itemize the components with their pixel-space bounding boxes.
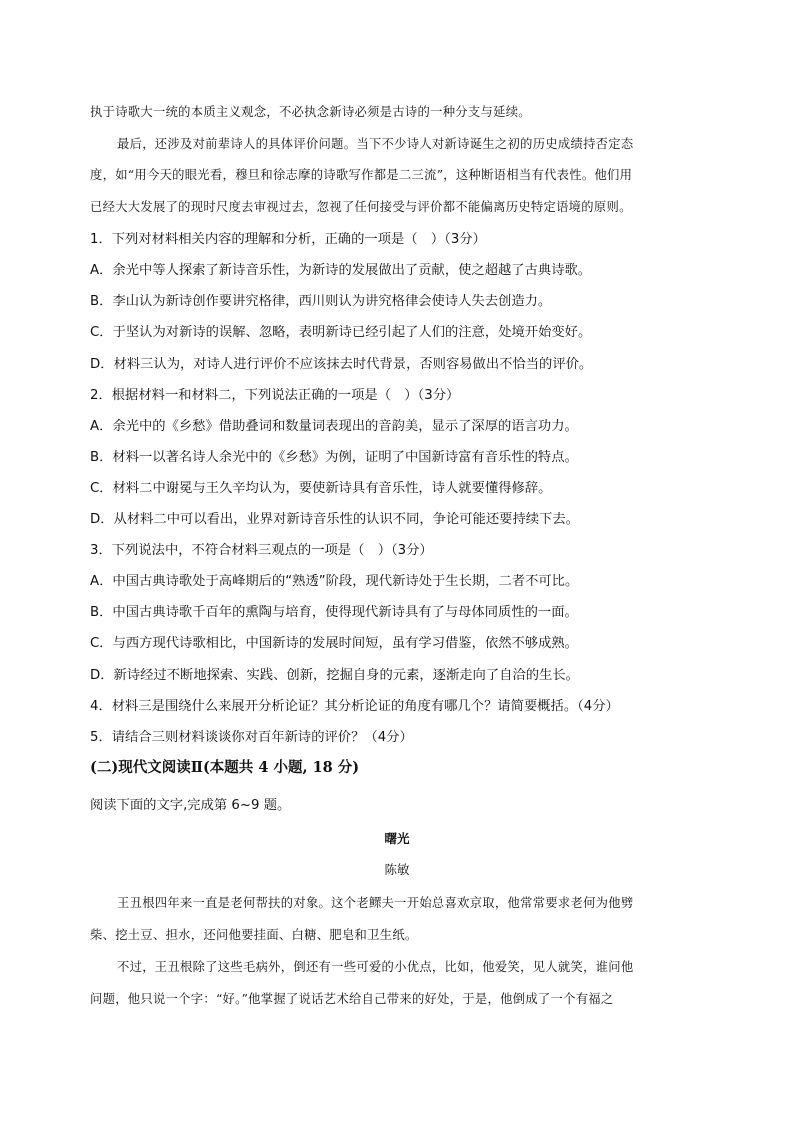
passage-line: 已经大大发展了的现时尺度去审视过去，忽视了任何接受与评价都不能偏离历史特定语境的原则。: [90, 200, 632, 214]
question-option: C．于坚认为对新诗的误解、忽略，表明新诗已经引起了人们的注意，处境开始变好。: [90, 325, 592, 340]
question-option: D．从材料二中可以看出，业界对新诗音乐性的认识不同，争论可能还要持续下去。: [90, 512, 579, 527]
story-line: 王丑根四年来一直是老何帮扶的对象。这个老鳏夫一开始总喜欢京取，他常常要求老何为他劈: [117, 896, 634, 910]
question-option: D．材料三认为，对诗人进行评价不应该抹去时代背景，否则容易做出不恰当的评价。: [90, 357, 593, 372]
question-option: B．材料一以著名诗人余光中的《乡愁》为例，证明了中国新诗富有音乐性的特点。: [90, 450, 578, 465]
story-line: 不过，王丑根除了这些毛病外，倒还有一些可爱的小优点，比如，他爱笑，见人就笑，谁问他: [117, 960, 634, 974]
section-heading: (二)现代文阅读Ⅱ(本题共 4 小题, 18 分): [90, 759, 360, 776]
story-title: 曙光: [384, 831, 410, 846]
story-author: 陈敏: [384, 862, 410, 877]
passage-line: 执于诗歌大一统的本质主义观念，不必执念新诗必须是古诗的一种分支与延续。: [90, 105, 531, 119]
question-option: D．新诗经过不断地探索、实践、创新，挖掘自身的元素，逐渐走向了自洽的生长。: [90, 668, 579, 683]
question-option: A．余光中等人探索了新诗音乐性，为新诗的发展做出了贡献，使之超越了古典诗歌。: [90, 263, 592, 278]
question-option: B．李山认为新诗创作要讲究格律，西川则认为讲究格律会使诗人失去创造力。: [90, 294, 552, 309]
passage-line: 最后，还涉及对前辈诗人的具体评价问题。当下不少诗人对新诗诞生之初的历史成绩持否定态: [117, 137, 634, 151]
question-stem: 5．请结合三则材料谈谈你对百年新诗的评价？（4分）: [90, 730, 413, 745]
story-line: 柴、挖土豆、担水，还问他要挂面、白糖、肥皂和卫生纸。: [90, 928, 418, 942]
question-option: A．余光中的《乡愁》借助叠词和数量词表现出的音韵美，显示了深厚的语言功力。: [90, 419, 578, 434]
question-stem: 1．下列对材料相关内容的理解和分析，正确的一项是（ ）（3分）: [90, 232, 486, 247]
question-stem: 2．根据材料一和材料二，下列说法正确的一项是（ ）（3分）: [90, 388, 460, 403]
question-stem: 3．下列说法中，不符合材料三观点的一项是（ ）（3分）: [90, 543, 433, 558]
question-option: A．中国古典诗歌处于高峰期后的“熟透”阶段，现代新诗处于生长期，二者不可比。: [90, 574, 579, 589]
question-option: B．中国古典诗歌千百年的熏陶与培育，使得现代新诗具有了与母体同质性的一面。: [90, 605, 578, 620]
question-option: C．与西方现代诗歌相比，中国新诗的发展时间短，虽有学习借鉴，依然不够成熟。: [90, 636, 578, 651]
section-instruction: 阅读下面的文字,完成第 6~9 题。: [90, 798, 291, 813]
question-stem: 4．材料三是围绕什么来展开分析论证？其分析论证的角度有哪几个？请简要概括。（4分）: [90, 699, 619, 714]
passage-line: 度，如“用今天的眼光看，穆旦和徐志摩的诗歌写作都是二三流”，这种断语相当有代表性。他们用: [90, 168, 633, 182]
story-line: 问题，他只说一个字：“好。”他掌握了说话艺术给自己带来的好处，于是，他倒成了一个有福之: [90, 992, 614, 1006]
question-option: C．材料二中谢冕与王久辛均认为，要使新诗具有音乐性，诗人就要懂得修辞。: [90, 481, 552, 496]
